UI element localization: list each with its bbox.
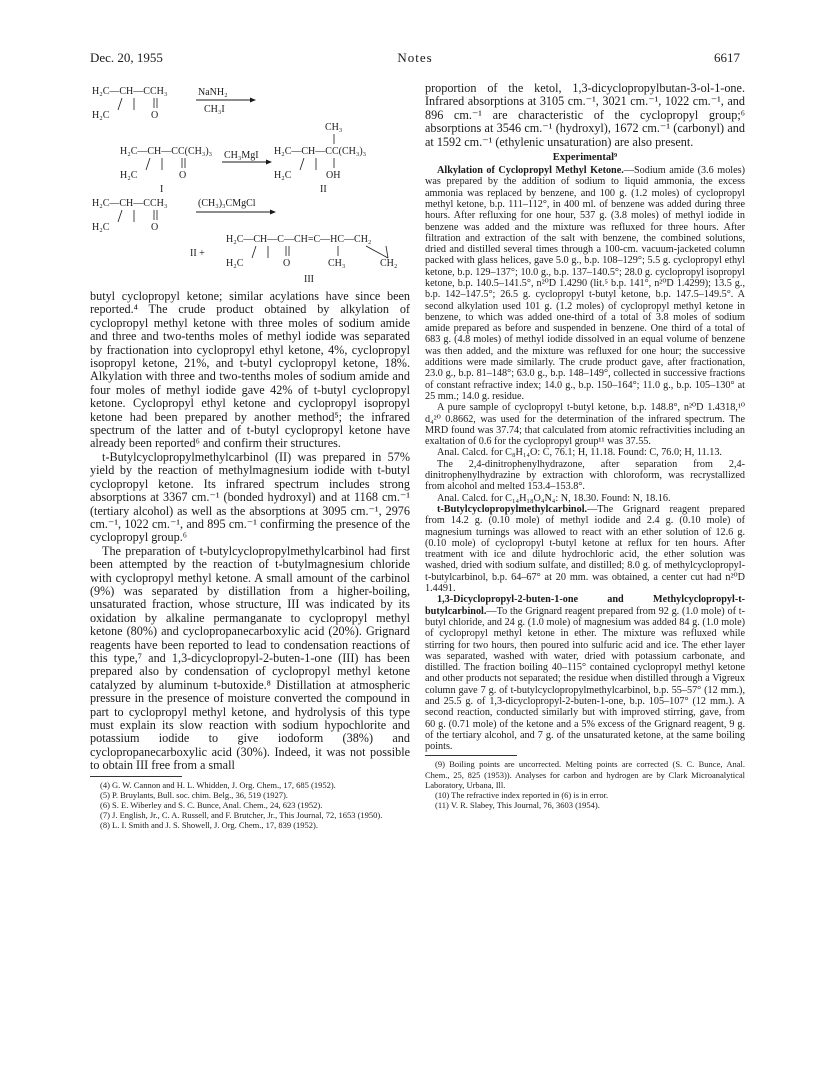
footnote: (4) G. W. Cannon and H. L. Whidden, J. Org. Chem., 17, 685 (1952). (100, 779, 336, 790)
scheme-row2-oxygen: O (179, 170, 187, 181)
scheme-row3-formula: H₂C—CH—CCH₃ (92, 198, 168, 209)
scheme-bond (366, 246, 388, 258)
header-date: Dec. 20, 1955 (90, 50, 163, 65)
footnote: (11) V. R. Slabey, This Journal, 76, 3603 (1954). (435, 800, 600, 811)
scheme-reagent2: CH₃MgI (224, 150, 259, 161)
experimental-text: —Sodium amide (3.6 moles) was prepared by the addition of sodium to liquid ammonia, the excess ammonia was replaced by benzene, and 100 g. (1.2 moles) of cyclopropyl methyl ketone, b.p. 111–112°, in 400 ml. of benzene was added during three hours. After refluxing for one hour, 537 g. (3.8 moles) of methyl iodide in benzene was added and the mixture was refluxed for three hours. After filtration and extraction of the salt with benzene, the combined solutions, dried and distilled several times through a 100-cm. vacuum-jacketed column packed with glass helices, gave 5.0 g., b.p. 108–129°; 5.5 g. cyclopropyl ethyl ketone, b.p. 129–137°; 10.0 g., b.p. 137–140.5°; 28.0 g. cyclopropyl isopropyl ketone, b.p. 140.5–141.5°, n²⁰D 1.4290 (lit.⁵ b.p. 141°, n²⁰D 1.4299); 13.5 g., b.p. 142–147.5°; 26.5 g. cyclopropyl t-butyl ketone, b.p. 147.5–149.5°. A second alkylation used 101 g. (1.2 moles) of cyclopropyl methyl ketone in benzene, to which was added one-third of a total of 3.8 moles of sodium amide prepared as before and suspended in benzene. One third of a total of 683 g. (4.8 moles) of methyl iodide dissolved in an equal volume of benzene was then added, and the mixture was refluxed for one hour; the successive additions were made similarly. The crude product gave, after fractionation, 23.0 g., b.p. 81–148°; 63.0 g., b.p. 148–149°, collected in successive fractions of constant refractive index; 14.0 g., b.p. 150–164°; 11.0 g., b.p. 105–130° at 25 mm.; 14.0 g. residue. (425, 165, 745, 402)
scheme-row2-left-formula: H₂C—CH—CC(CH₃)₃ (120, 146, 213, 157)
scheme-bond (146, 158, 150, 170)
body-paragraph: The preparation of t-butylcyclopropylmethylcarbinol had first been attempted by the reaction of t-butylmagnesium chloride with cyclopropyl methyl ketone. A small amount of the carbinol (9%) was separated by distillation from a higher-boiling, unsaturated fraction, whose structure, III was indicated by its oxidation by alkaline permanganate to cyclopropyl methyl ketone (80%) and cyclopropanecarboxylic acid (20%). Grignard reagents have been reported to lead to condensation reactions of this type,⁷ and 1,3-dicyclopropyl-2-buten-1-one (III) has been prepared also by condensation of cyclopropyl methyl ketone catalyzed by aluminum t-butoxide.⁸ Distillation at atmospheric pressure in the presence of moisture converted the compound in part to cyclopropyl methyl ketone, and hydrolysis of this type must explain its slow reaction with sodium hypochlorite and potassium iodide to give iodoform (38%) and cyclopropanecarboxylic acid (30%). Indeed, it was not possible to obtain III free from a small (90, 543, 410, 773)
scheme-bond (386, 246, 388, 258)
scheme-row1-formula: H₂C—CH—CCH₃ (92, 86, 168, 97)
scheme-bond (252, 246, 256, 258)
scheme-row4-sub-oxygen: O (283, 258, 291, 269)
scheme-row4-formula: H₂C—CH—C—CH=C—HC—CH₂ (226, 234, 372, 245)
scheme-arrowhead (266, 160, 272, 165)
footnotes-left (90, 780, 410, 831)
scheme-row2-right-formula: H₂C—CH—CC(CH₃)₃ (274, 146, 367, 157)
footnote-rule (90, 776, 182, 777)
experimental-paragraph (425, 504, 745, 594)
scheme-reagent1-bottom: CH₃I (204, 104, 225, 115)
scheme-compound-label-i: I (160, 184, 164, 195)
scheme-bond (118, 210, 122, 222)
experimental-paragraph (425, 594, 745, 752)
footnote: (8) L. I. Smith and J. S. Showell, J. Org. Chem., 17, 839 (1952). (100, 820, 319, 831)
runin-heading: 1,3-Dicyclopropyl-2-buten-1-one and Methylcyclopropyl-t-butylcarbinol. (425, 594, 745, 617)
scheme-row3-oxygen: O (151, 222, 159, 233)
scheme-row2-right-top: CH₃ (325, 122, 343, 133)
analysis-line: Anal. Calcd. for C₁₄H₁₈O₄N₄: N, 18.30. Found: N, 18.16. (437, 492, 671, 504)
footnote: (6) S. E. Wiberley and S. C. Bunce, Anal. Chem., 24, 623 (1952). (100, 800, 323, 811)
header-section: Notes (397, 50, 433, 65)
scheme-row2-right-oh: OH (326, 170, 341, 181)
scheme-arrowhead (270, 210, 276, 215)
scheme-compound-label-ii: II (320, 184, 327, 195)
scheme-bond (118, 98, 122, 110)
experimental-text: —To the Grignard reagent prepared from 92 g. (1.0 mole) of t-butyl chloride, and 24 g. (1.0 mole) of magnesium was added 84 g. (1.0 mole) of cyclopropyl methyl ketone in ether. The mixture was refluxed while stirring for two hours, then poured into sulfuric acid and ice. The ether layer was separated, washed with water, dried with potassium carbonate, and distilled. The fraction boiling 40–115° contained cyclopropyl methyl ketone and other products not separated; the residue when distilled through a Vigreux column gave 7 g. of t-butylcyclopropylmethylcarbinol, b.p. 55–57° (12 mm.), and 25.5 g. of 1,3-dicyclopropyl-2-buten-1-one, b.p. 105–107° (12 mm.). A second reaction, conducted similarly but with improved stirring, gave, from 60 g. (0.71 mole) of the ketone and a 5% excess of the Grignard reagent, 9 g. of the tertiary alcohol, and 7 g. of the unsaturated ketone, at the same boiling points. (425, 605, 745, 753)
scheme-row4-sub-h2c: H₂C (226, 258, 244, 269)
experimental-paragraph: The 2,4-dinitrophenylhydrazone, after separation from 2,4-dinitrophenylhydrazine by extraction with chloroform, was recrystallized from alcohol and melted 153.4–153.8°. (425, 458, 745, 493)
scheme-row2-right-h2c: H₂C (274, 170, 292, 181)
right-column (425, 82, 745, 810)
scheme-row4-sub-ch3: CH₃ (328, 258, 346, 269)
scheme-bond (300, 158, 304, 170)
runin-heading: Alkylation of Cyclopropyl Methyl Ketone. (437, 165, 624, 177)
runin-heading: t-Butylcyclopropylmethylcarbinol. (437, 503, 588, 515)
footnote-rule (425, 755, 517, 756)
experimental-paragraph (425, 165, 745, 402)
body-paragraph: t-Butylcyclopropylmethylcarbinol (II) was prepared in 57% yield by the reaction of methylmagnesium iodide with t-butyl cyclopropyl ketone. Its infrared spectrum includes strong absorptions at 3367 cm.⁻¹ (bonded hydroxyl) and at 1168 cm.⁻¹ (tertiary alcohol) as well as the absorptions at 3095 cm.⁻¹, 2976 cm.⁻¹, 1022 cm.⁻¹, and 895 cm.⁻¹ confirming the presence of the cyclopropyl group.⁶ (90, 449, 410, 545)
footnote: (5) P. Bruylants, Bull. soc. chim. Belg., 36, 519 (1927). (100, 789, 288, 800)
body-paragraph: butyl cyclopropyl ketone; similar acylations have since been reported.⁴ The crude product obtained by alkylation of cyclopropyl methyl ketone with three moles of sodium amide and three and two-tenths moles of methyl iodide was separated by fractionation into cyclopropyl ethyl ketone, 4%, cyclopropyl isopropyl ketone, 21%, and t-butyl cyclopropyl ketone, 18%. Alkylation with three and two-tenths moles of sodium amide and four moles of methyl iodide gave 42% of t-butyl cyclopropyl ketone. Cyclopropyl ethyl ketone and cyclopropyl isopropyl ketone had been prepared by another method⁵; the infrared spectrum of the latter and of t-butyl cyclopropyl ketone have already been reported⁶ and confirm their structures. (90, 289, 410, 451)
header-page-number: 6617 (714, 50, 740, 65)
experimental-paragraph: A pure sample of cyclopropyl t-butyl ketone, b.p. 148.8°, n²⁰D 1.4318,¹⁰ d₄²⁰ 0.8662, was used for the determination of the infrared spectrum. The MRD found was 37.74; that calculated from atomic refractivities including an exaltation of 0.6 for the cyclopropyl group¹¹ was 37.55. (425, 402, 745, 448)
footnotes-right (425, 759, 745, 810)
scheme-row4-prefix: II + (190, 248, 205, 259)
body-paragraph: proportion of the ketol, 1,3-dicyclopropylbutan-3-ol-1-one. Infrared absorptions at 3105 cm.⁻¹, 3021 cm.⁻¹, 1022 cm.⁻¹, and 896 cm.⁻¹ are characteristic of the cyclopropyl group;⁶ absorptions at 3546 cm.⁻¹ (hydroxyl), 1672 cm.⁻¹ (carbonyl) and at 1592 cm.⁻¹ (ethylenic unsaturation) are also present. (425, 81, 745, 149)
scheme-row1-h2c: H₂C (92, 110, 110, 121)
scheme-compound-label-iii: III (304, 274, 314, 285)
scheme-row2-h2c: H₂C (120, 170, 138, 181)
analysis-line: Anal. Calcd. for C₈H₁₄O: C, 76.1; H, 11.18. Found: C, 76.0; H, 11.13. (437, 447, 722, 459)
scheme-row3-h2c: H₂C (92, 222, 110, 233)
scheme-reagent1-top: NaNH₂ (198, 87, 228, 98)
left-column (90, 82, 410, 831)
reaction-scheme (90, 82, 410, 290)
footnote: (7) J. English, Jr., C. A. Russell, and F. Brutcher, Jr., This Journal, 72, 1653 (1950). (100, 810, 383, 821)
experimental-text: —The Grignard reagent prepared from 14.2 g. (0.10 mole) of methyl iodide and 2.4 g. (0.10 mole) of magnesium turnings was allowed to react with an ether solution of 12.6 g. (0.10 mole) of cyclopropyl t-butyl ketone at reflux for ten hours. After treatment with ice and dilute hydrochloric acid, the ether solution was washed, dried with sodium sulfate, and distilled; 8.0 g. of methylcyclopropyl-t-butylcarbinol, b.p. 64–67° at 20 mm. was obtained, a center cut had n²⁰D 1.4491. (425, 503, 745, 595)
footnote: (9) Boiling points are uncorrected. Melting points are corrected (S. C. Bunce, Anal. Chem., 25, 825 (1953)). Analyses for carbon and hydrogen are by Clark Microanalytical Laboratory, Urbana, Ill. (425, 759, 745, 790)
scheme-row4-sub-ch2: CH₂ (380, 258, 398, 269)
scheme-row1-oxygen: O (151, 110, 159, 121)
page-header (90, 50, 740, 68)
footnote: (10) The refractive index reported in (6) is in error. (435, 790, 609, 801)
section-heading: Experimental⁹ (552, 152, 618, 164)
scheme-reagent3: (CH₃)₃CMgCl (198, 198, 256, 209)
scheme-arrowhead (250, 98, 256, 103)
